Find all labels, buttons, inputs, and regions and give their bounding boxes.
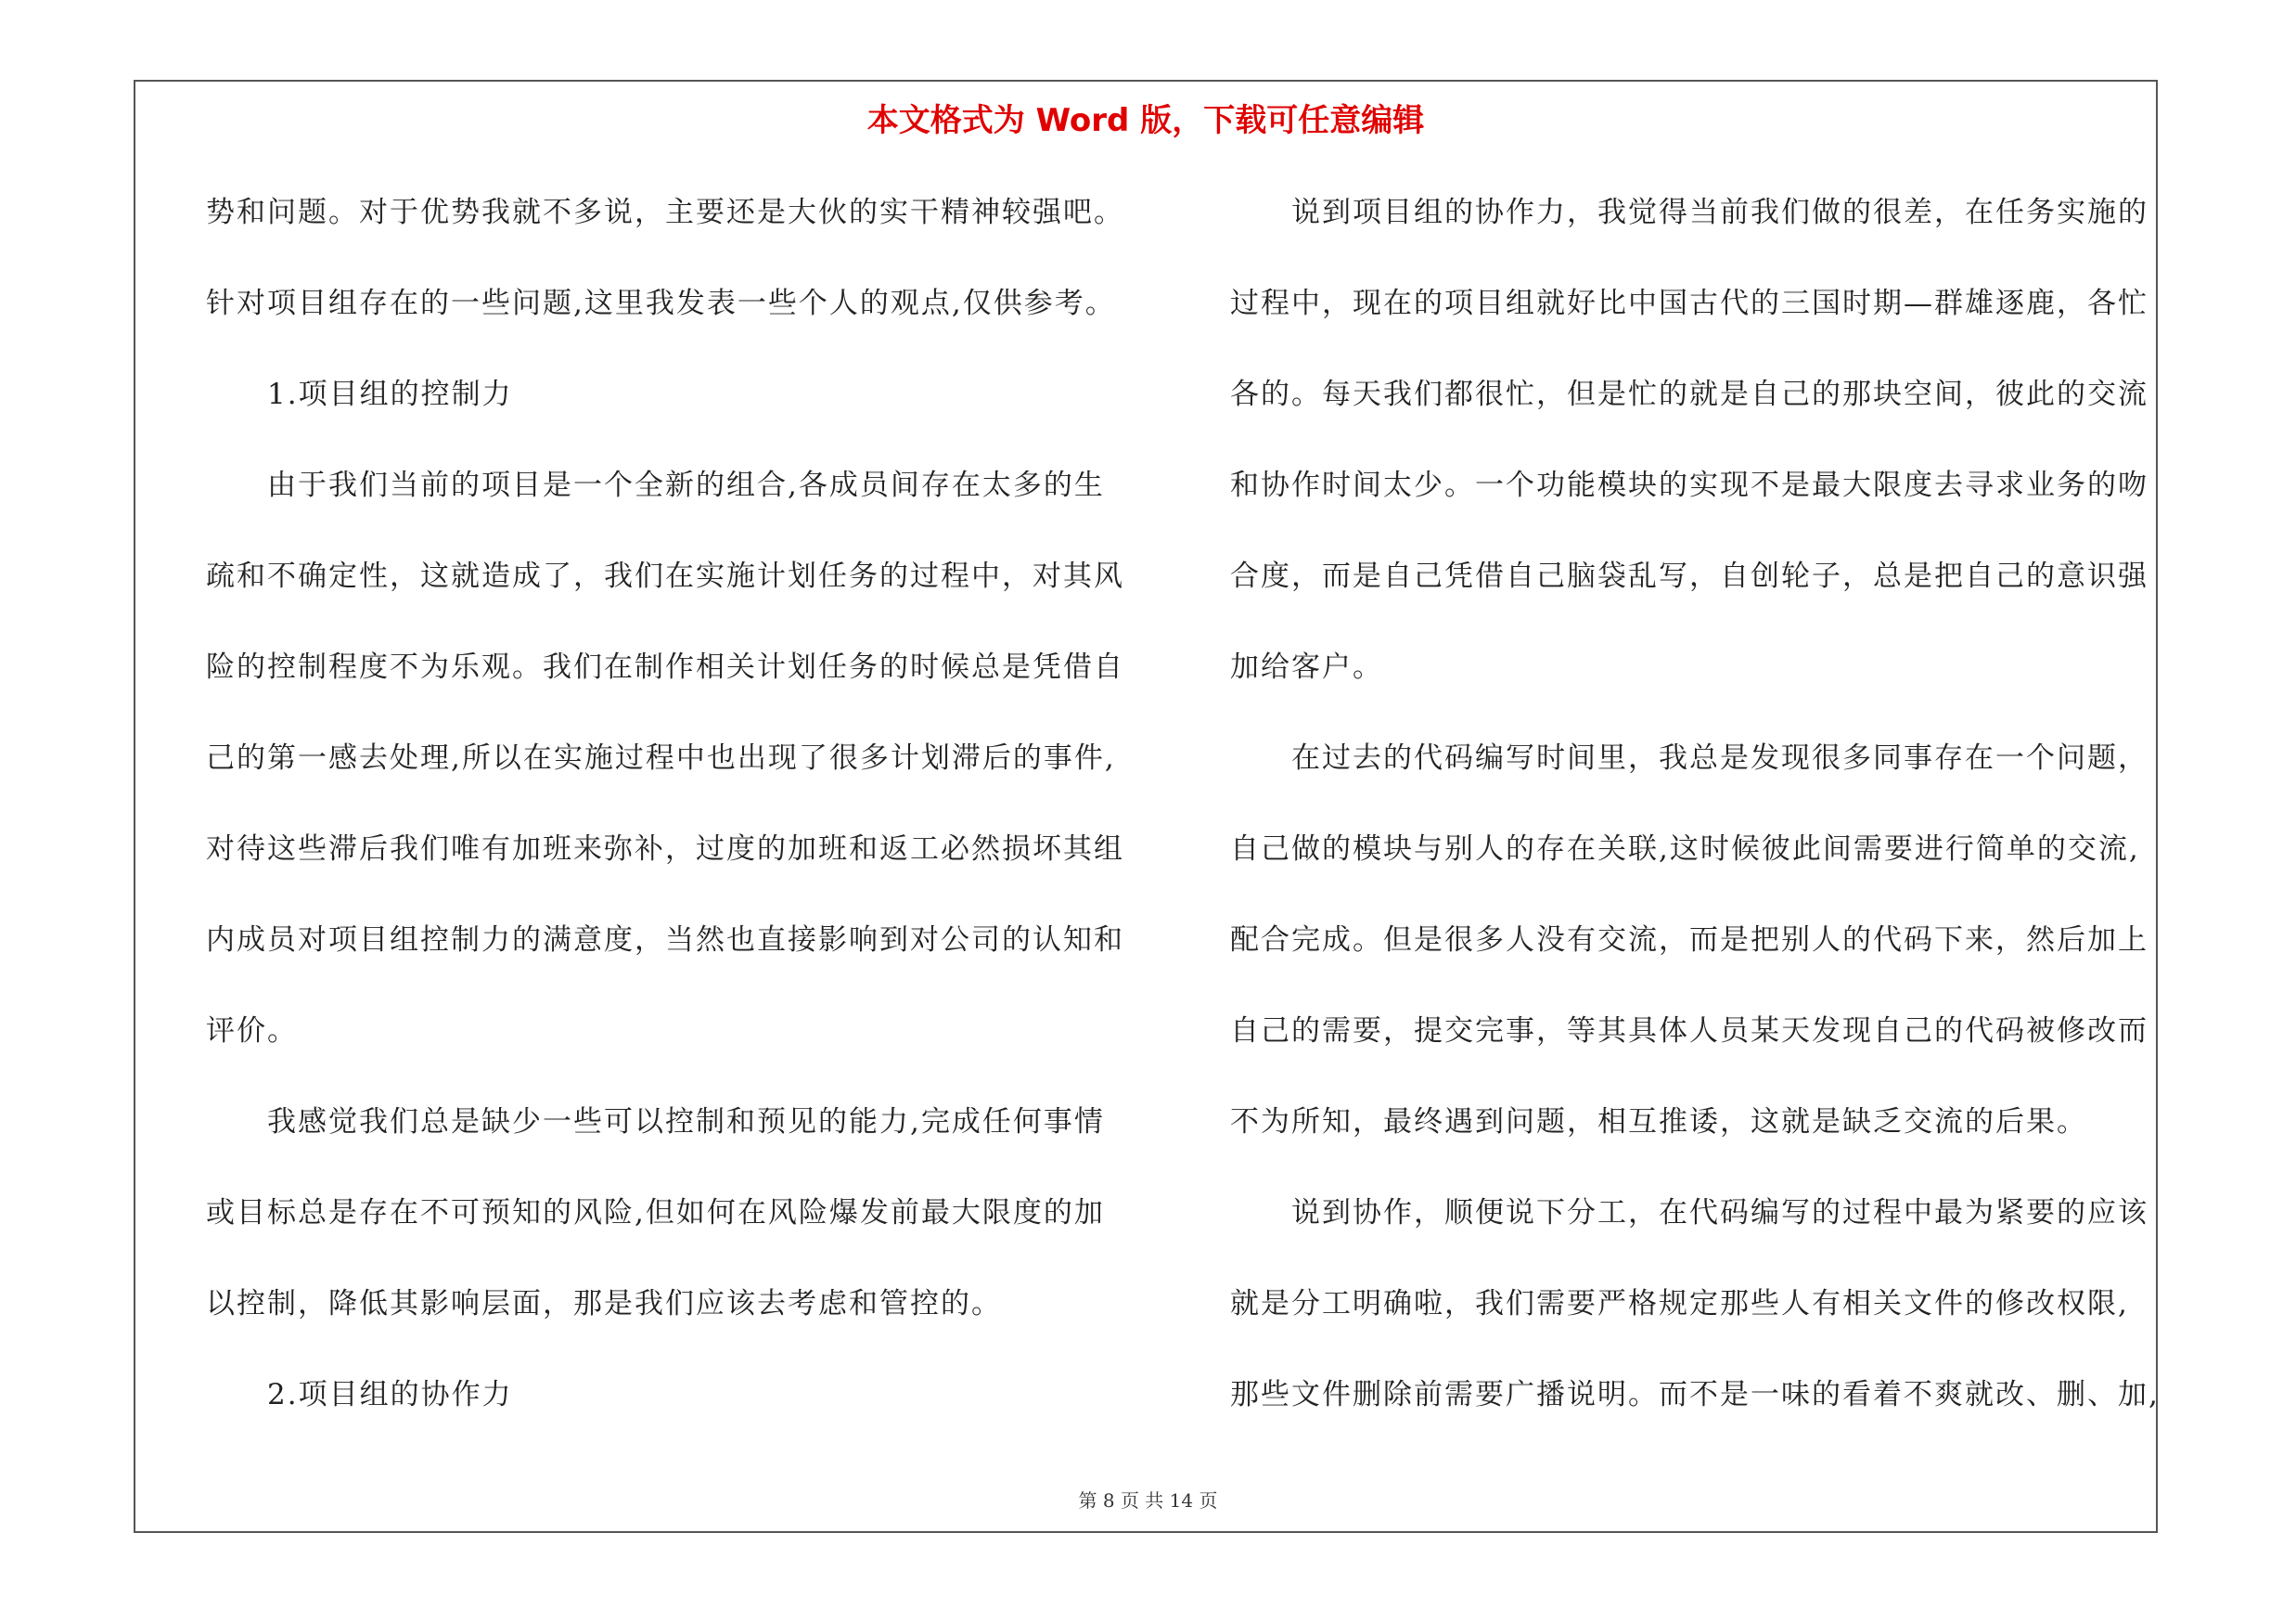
text-line: 就是分工明确啦，我们需要严格规定那些人有相关文件的修改权限, — [1230, 1287, 2129, 1320]
text-line: 2.项目组的协作力 — [267, 1378, 513, 1411]
text-line: 疏和不确定性，这就造成了，我们在实施计划任务的过程中，对其风 — [206, 560, 1124, 593]
text-line: 1.项目组的控制力 — [267, 378, 513, 411]
text-line: 配合完成。但是很多人没有交流，而是把别人的代码下来，然后加上 — [1230, 923, 2148, 957]
text-line: 势和问题。对于优势我就不多说，主要还是大伙的实干精神较强吧。 — [206, 196, 1124, 229]
text-line: 以控制，降低其影响层面，那是我们应该去考虑和管控的。 — [206, 1287, 1002, 1320]
text-line: 对待这些滞后我们唯有加班来弥补，过度的加班和返工必然损坏其组 — [206, 832, 1124, 866]
text-line: 或目标总是存在不可预知的风险,但如何在风险爆发前最大限度的加 — [206, 1196, 1105, 1230]
text-line: 在过去的代码编写时间里，我总是发现很多同事存在一个问题， — [1291, 741, 2148, 775]
page-number-footer: 第 8 页 共 14 页 — [1078, 1489, 1218, 1512]
text-line: 自己做的模块与别人的存在关联,这时候彼此间需要进行简单的交流, — [1230, 832, 2140, 866]
text-line: 由于我们当前的项目是一个全新的组合,各成员间存在太多的生 — [267, 469, 1105, 502]
text-line: 合度，而是自己凭借自己脑袋乱写，自创轮子，总是把自己的意识强 — [1230, 560, 2148, 593]
text-line: 针对项目组存在的一些问题,这里我发表一些个人的观点,仅供参考。 — [206, 287, 1116, 320]
text-line: 我感觉我们总是缺少一些可以控制和预见的能力,完成任何事情 — [267, 1105, 1105, 1139]
header-banner: 本文格式为 Word 版，下载可任意编辑 — [866, 102, 1425, 139]
text-line: 和协作时间太少。一个功能模块的实现不是最大限度去寻求业务的吻 — [1230, 469, 2148, 502]
text-line: 内成员对项目组控制力的满意度，当然也直接影响到对公司的认知和 — [206, 923, 1124, 957]
text-line: 那些文件删除前需要广播说明。而不是一味的看着不爽就改、删、加, — [1230, 1378, 2160, 1411]
text-line: 各的。每天我们都很忙，但是忙的就是自己的那块空间，彼此的交流 — [1230, 378, 2148, 411]
text-line: 过程中，现在的项目组就好比中国古代的三国时期—群雄逐鹿，各忙 — [1230, 287, 2148, 320]
left-text-column — [206, 182, 1152, 1455]
text-line: 加给客户。 — [1230, 650, 1383, 684]
text-line: 评价。 — [206, 1014, 298, 1048]
right-text-column — [1230, 182, 2158, 1455]
text-line: 自己的需要，提交完事，等其具体人员某天发现自己的代码被修改而 — [1230, 1014, 2148, 1048]
text-line: 险的控制程度不为乐观。我们在制作相关计划任务的时候总是凭借自 — [206, 650, 1124, 684]
text-line: 不为所知，最终遇到问题，相互推诿，这就是缺乏交流的后果。 — [1230, 1105, 2087, 1139]
text-line: 说到协作，顺便说下分工，在代码编写的过程中最为紧要的应该 — [1291, 1196, 2148, 1230]
text-line: 己的第一感去处理,所以在实施过程中也出现了很多计划滞后的事件, — [206, 741, 1116, 775]
text-line: 说到项目组的协作力，我觉得当前我们做的很差，在任务实施的 — [1291, 196, 2148, 229]
